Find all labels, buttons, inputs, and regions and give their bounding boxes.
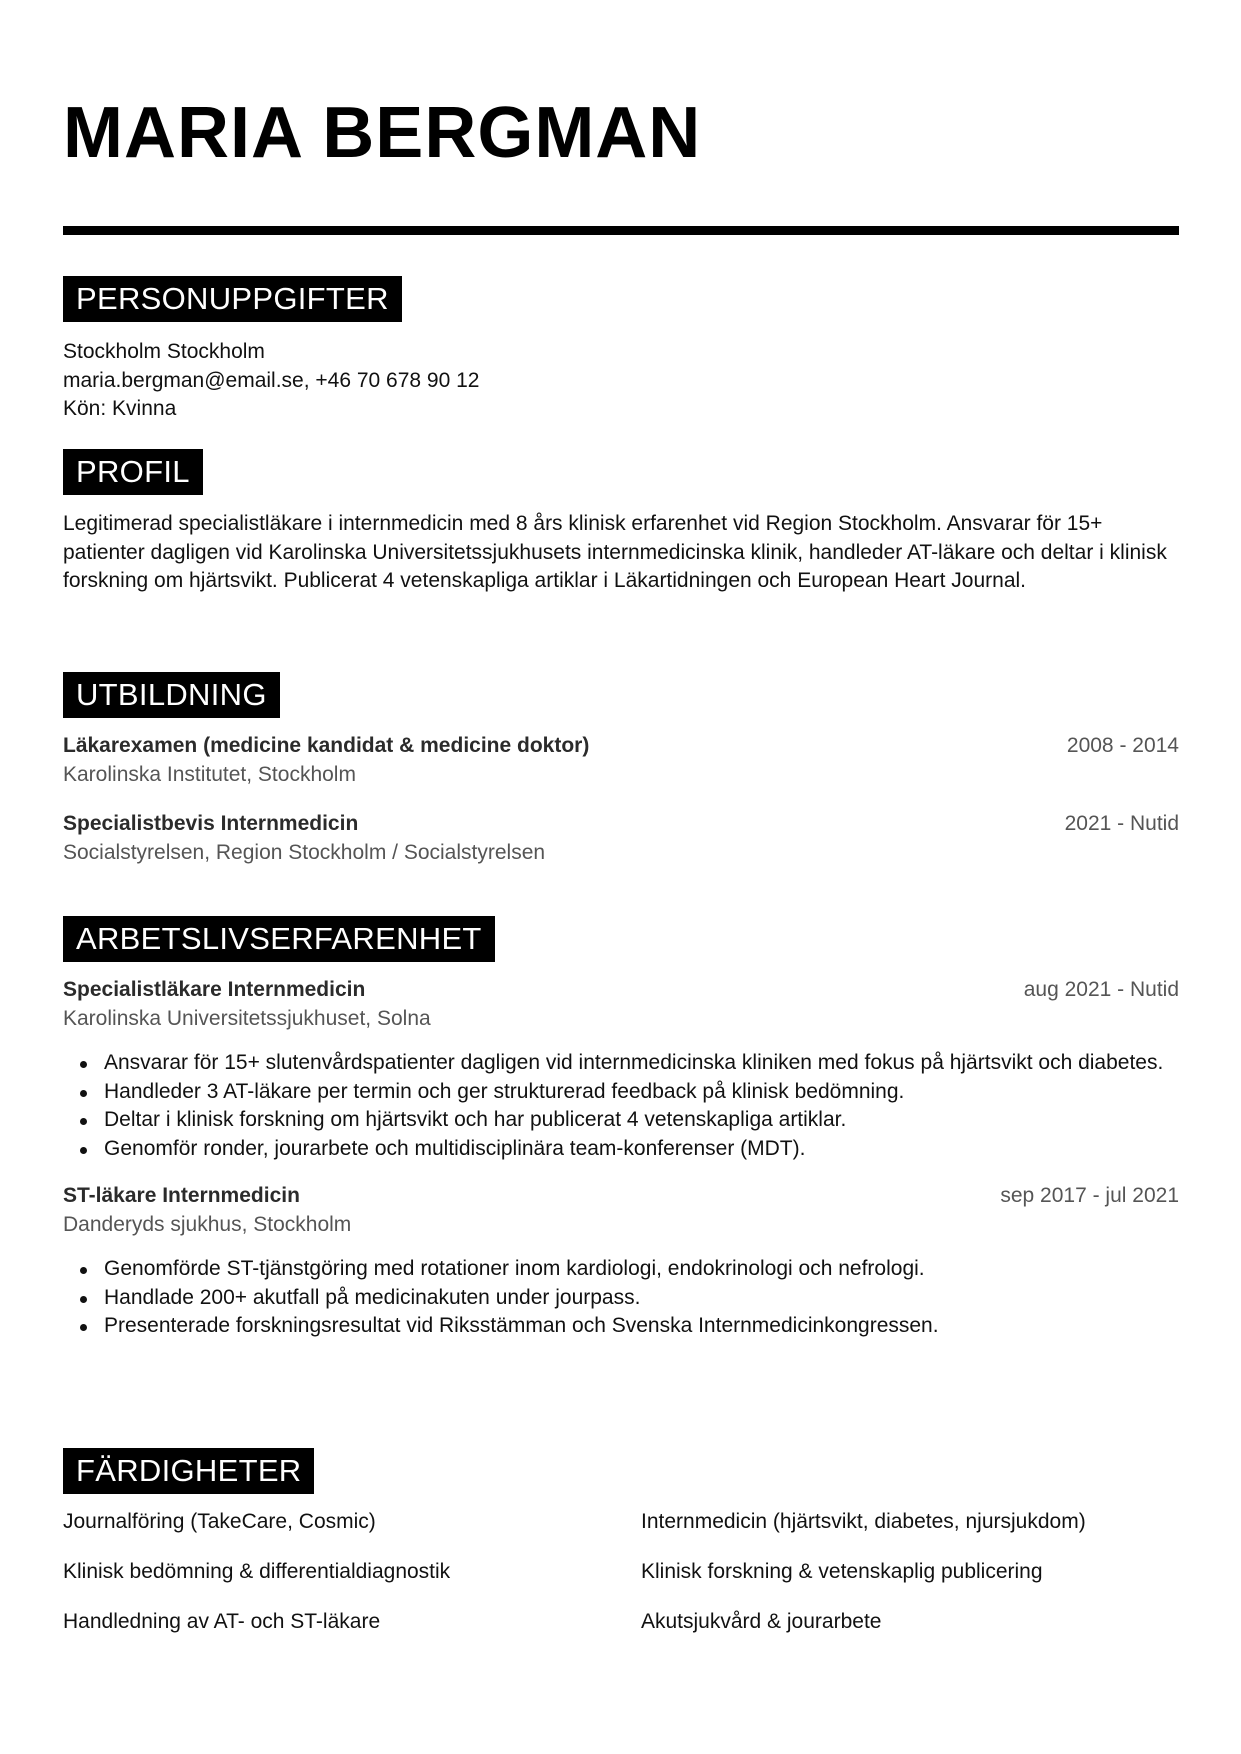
skill-item: Handledning av AT- och ST-läkare [63,1610,381,1633]
personal-details [63,338,1179,424]
education-place: Socialstyrelsen, Region Stockholm / Socialstyrelsen [63,841,546,864]
education-date: 2021 - Nutid [1064,812,1179,835]
personal-section [63,276,1179,424]
location-line: Stockholm Stockholm [63,340,265,363]
skill-item: Akutsjukvård & jourarbete [641,1610,882,1633]
skill-item: Internmedicin (hjärtsvikt, diabetes, njursjukdom) [641,1510,1086,1533]
skill-item: Klinisk forskning & vetenskaplig publicering [641,1560,1043,1583]
job-duties [63,1255,1179,1341]
header-divider [63,226,1179,235]
gender-line: Kön: Kvinna [63,397,177,420]
candidate-name: MARIA BERGMAN [63,93,702,173]
education-section [63,672,1179,867]
duty-item: Genomför ronder, jourarbete och multidisciplinära team-konferenser (MDT). [63,1135,1179,1164]
education-title: Läkarexamen (medicine kandidat & medicine doktor) [63,734,590,757]
experience-heading: ARBETSLIVSERFARENHET [63,916,495,962]
job-date: aug 2021 - Nutid [1023,978,1179,1001]
education-entry [63,732,1179,789]
skills-heading: FÄRDIGHETER [63,1448,314,1494]
contact-line: maria.bergman@email.se, +46 70 678 90 12 [63,368,480,392]
experience-section [63,916,1179,1341]
skills-grid [63,1508,1179,1636]
education-date: 2008 - 2014 [1066,734,1179,757]
job-entry [63,976,1179,1033]
duty-item: Deltar i klinisk forskning om hjärtsvikt och har publicerat 4 vetenskapliga artiklar. [63,1106,1179,1135]
skills-section [63,1448,1179,1636]
education-heading: UTBILDNING [63,672,280,718]
job-date: sep 2017 - jul 2021 [1000,1184,1179,1207]
education-entry [63,810,1179,867]
duty-item: Genomförde ST-tjänstgöring med rotationer inom kardiologi, endokrinologi och nefrologi. [63,1255,1179,1284]
duty-item: Ansvarar för 15+ slutenvårdspatienter dagligen vid internmedicinska kliniken med fokus på hjärtsvikt och diabetes. [63,1049,1179,1078]
personal-heading: PERSONUPPGIFTER [63,276,402,322]
job-employer: Karolinska Universitetssjukhuset, Solna [63,1007,431,1030]
job-entry [63,1182,1179,1239]
profile-section [63,449,1179,596]
profile-text: Legitimerad specialistläkare i internmedicin med 8 års klinisk erfarenhet vid Region Stockholm. Ansvarar för 15+ patienter dagligen vid Karolinska Universitetssjukhusets internmedicinska klinik, handleder AT-läkare och deltar i klinisk forskning om hjärtsvikt. Publicerat 4 vetenskapliga artiklar i Läkartidningen och European Heart Journal. [63,512,1167,592]
skill-item: Klinisk bedömning & differentialdiagnostik [63,1560,451,1583]
job-duties [63,1049,1179,1163]
job-employer: Danderyds sjukhus, Stockholm [63,1213,352,1236]
duty-item: Presenterade forskningsresultat vid Riksstämman och Svenska Internmedicinkongressen. [63,1312,1179,1341]
duty-item: Handleder 3 AT-läkare per termin och ger strukturerad feedback på klinisk bedömning. [63,1078,1179,1107]
education-place: Karolinska Institutet, Stockholm [63,763,356,786]
skill-item: Journalföring (TakeCare, Cosmic) [63,1510,376,1533]
education-title: Specialistbevis Internmedicin [63,812,359,835]
duty-item: Handlade 200+ akutfall på medicinakuten under jourpass. [63,1284,1179,1313]
job-title: Specialistläkare Internmedicin [63,978,366,1001]
job-title: ST-läkare Internmedicin [63,1184,300,1207]
profile-heading: PROFIL [63,449,203,495]
